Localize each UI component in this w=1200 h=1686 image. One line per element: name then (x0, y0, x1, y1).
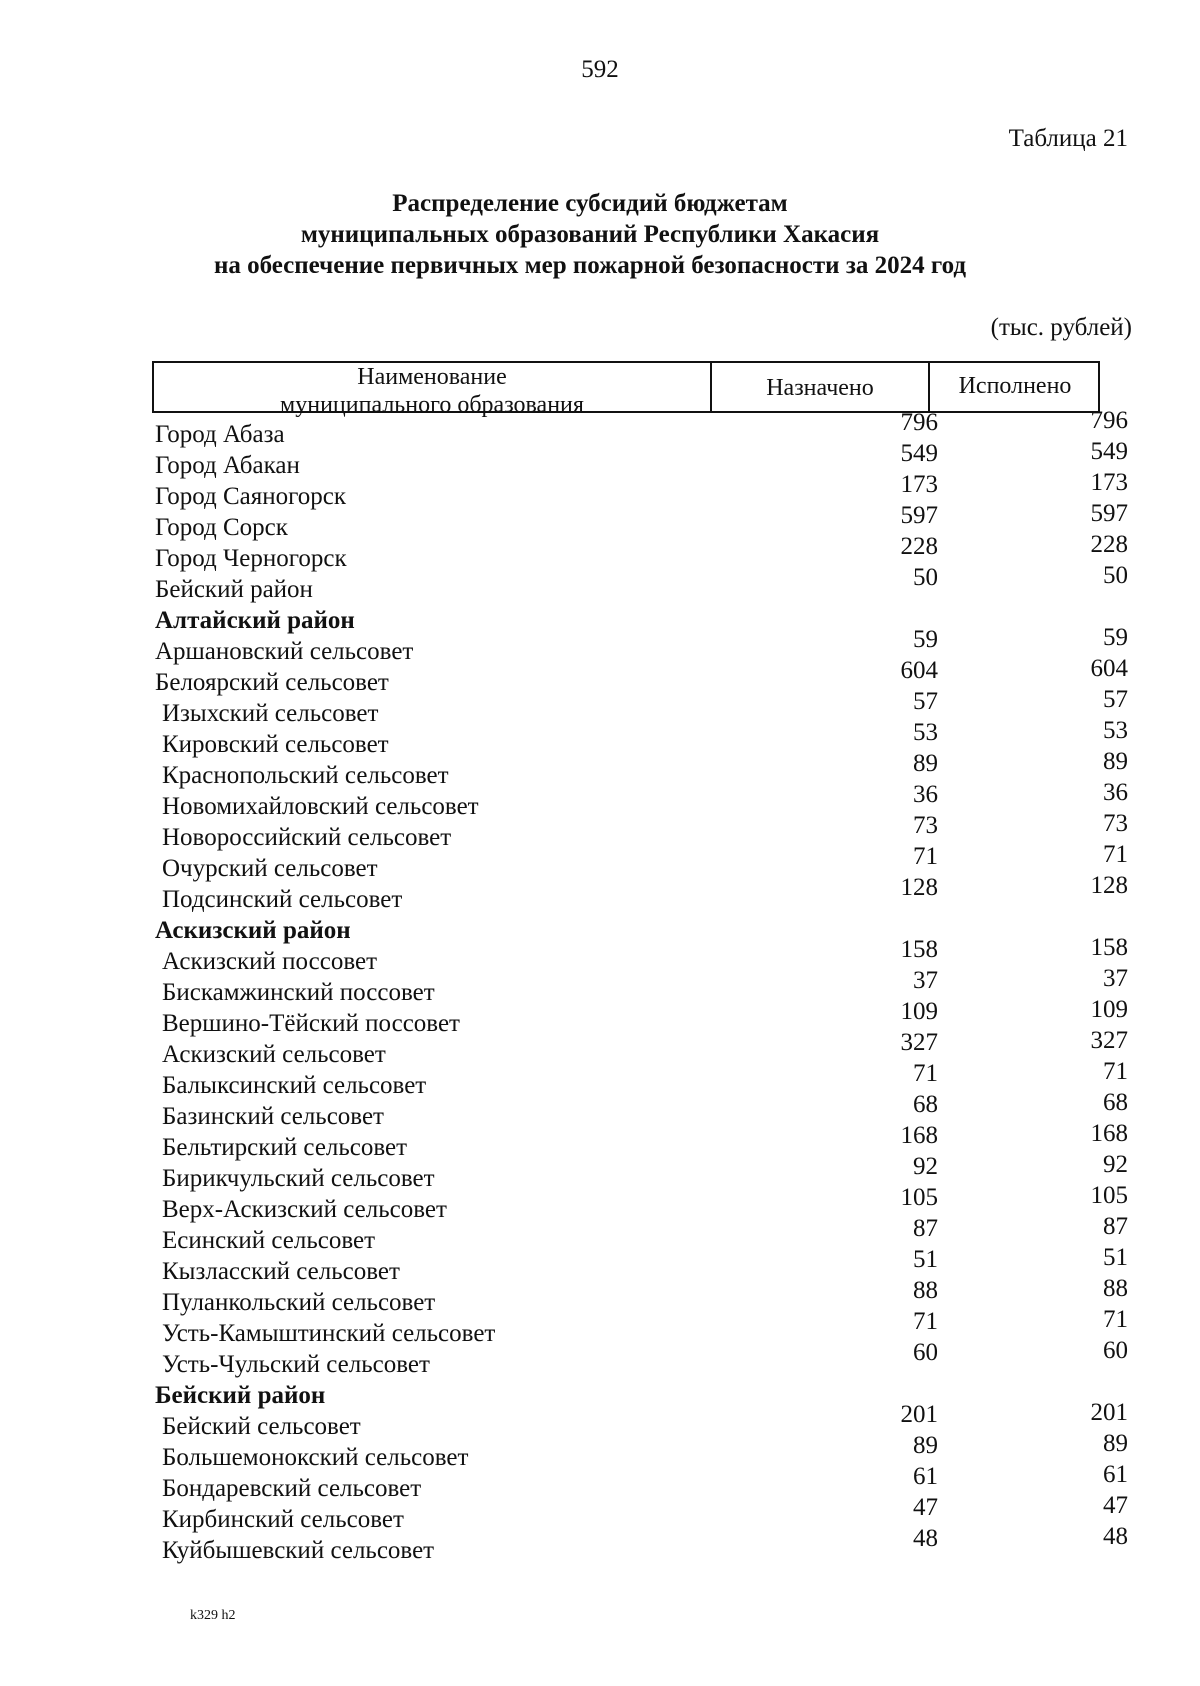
done-value: 201 (1090, 1399, 1128, 1426)
done-value: 53 (1103, 717, 1128, 744)
table-row (0, 1058, 1200, 1099)
assigned-value: 168 (900, 1122, 938, 1149)
assigned-value: 173 (900, 471, 938, 498)
assigned-value: 549 (900, 440, 938, 467)
table-row (0, 779, 1200, 820)
table-row (0, 562, 1200, 603)
district-heading-row (0, 1374, 1200, 1409)
done-value: 71 (1103, 841, 1128, 868)
assigned-value: 158 (900, 936, 938, 963)
table-row (0, 1120, 1200, 1161)
table-row (0, 531, 1200, 572)
table-row (0, 407, 1200, 448)
municipality-name: Бейский сельсовет (162, 1413, 361, 1440)
table-row (0, 841, 1200, 882)
municipality-name: Бискамжинский поссовет (162, 979, 435, 1006)
table-row (0, 965, 1200, 1006)
done-value: 597 (1090, 500, 1128, 527)
done-value: 68 (1103, 1089, 1128, 1116)
municipality-name: Верх-Аскизский сельсовет (162, 1196, 447, 1223)
assigned-value: 48 (913, 1525, 938, 1552)
title-line: Распределение субсидий бюджетам (392, 190, 788, 217)
assigned-value: 89 (913, 750, 938, 777)
table-header (152, 361, 1100, 418)
title-line: муниципальных образований Республики Хакасия (300, 221, 880, 248)
units-label: (тыс. рублей) (990, 314, 1132, 341)
done-value: 168 (1090, 1120, 1128, 1147)
assigned-value: 128 (900, 874, 938, 901)
municipality-name: Балыксинский сельсовет (162, 1072, 427, 1099)
done-value: 51 (1103, 1244, 1128, 1271)
table-row (0, 1027, 1200, 1068)
assigned-value: 53 (913, 719, 938, 746)
municipality-name: Есинский сельсовет (162, 1227, 376, 1254)
done-value: 327 (1090, 1027, 1128, 1054)
table-row (0, 1182, 1200, 1223)
done-value: 50 (1103, 562, 1128, 589)
municipality-name: Аскизский поссовет (162, 948, 378, 975)
municipality-name: Белоярский сельсовет (155, 669, 389, 696)
municipality-name: Город Саяногорск (155, 483, 347, 510)
municipality-name: Усть-Камыштинский сельсовет (162, 1320, 496, 1347)
municipality-name: Изыхский сельсовет (162, 700, 379, 727)
municipality-name: Новороссийский сельсовет (162, 824, 452, 851)
table-row (0, 1244, 1200, 1285)
assigned-value: 57 (913, 688, 938, 715)
done-value: 173 (1090, 469, 1128, 496)
done-value: 604 (1090, 655, 1128, 682)
done-value: 105 (1090, 1182, 1128, 1209)
done-value: 109 (1090, 996, 1128, 1023)
assigned-value: 796 (900, 409, 938, 436)
table-row (0, 748, 1200, 789)
done-value: 73 (1103, 810, 1128, 837)
municipality-name: Усть-Чульский сельсовет (162, 1351, 430, 1378)
assigned-value: 89 (913, 1432, 938, 1459)
table-row (0, 469, 1200, 510)
table-body (0, 407, 1200, 1564)
done-value: 796 (1090, 407, 1128, 434)
done-value: 59 (1103, 624, 1128, 651)
done-value: 37 (1103, 965, 1128, 992)
table-row (0, 934, 1200, 975)
municipality-name: Бирикчульский сельсовет (162, 1165, 435, 1192)
assigned-value: 50 (913, 564, 938, 591)
assigned-value: 68 (913, 1091, 938, 1118)
table-row (0, 1492, 1200, 1533)
municipality-name: Кирбинский сельсовет (162, 1506, 404, 1533)
municipality-name: Аршановский сельсовет (155, 638, 414, 665)
assigned-value: 201 (900, 1401, 938, 1428)
assigned-value: 228 (900, 533, 938, 560)
municipality-name: Пуланкольский сельсовет (162, 1289, 436, 1316)
district-name: Бейский район (155, 1382, 326, 1409)
column-header-assigned: Назначено (712, 363, 930, 411)
done-value: 158 (1090, 934, 1128, 961)
table-row (0, 655, 1200, 696)
assigned-value: 604 (900, 657, 938, 684)
table-row (0, 717, 1200, 758)
municipality-name: Очурский сельсовет (162, 855, 378, 882)
table-row (0, 1275, 1200, 1316)
done-value: 71 (1103, 1058, 1128, 1085)
municipality-name: Вершино-Тёйский поссовет (162, 1010, 460, 1037)
assigned-value: 92 (913, 1153, 938, 1180)
assigned-value: 51 (913, 1246, 938, 1273)
done-value: 57 (1103, 686, 1128, 713)
table-row (0, 500, 1200, 541)
done-value: 36 (1103, 779, 1128, 806)
municipality-name: Подсинский сельсовет (162, 886, 403, 913)
municipality-name: Город Абаза (155, 421, 285, 448)
table-row (0, 1399, 1200, 1440)
municipality-name: Город Сорск (155, 514, 288, 541)
done-value: 549 (1090, 438, 1128, 465)
done-value: 61 (1103, 1461, 1128, 1488)
table-label: Таблица 21 (1008, 125, 1128, 152)
municipality-name: Базинский сельсовет (162, 1103, 384, 1130)
table-row (0, 872, 1200, 913)
municipality-name: Город Черногорск (155, 545, 347, 572)
municipality-name: Бондаревский сельсовет (162, 1475, 422, 1502)
municipality-name: Город Абакан (155, 452, 300, 479)
done-value: 228 (1090, 531, 1128, 558)
done-value: 87 (1103, 1213, 1128, 1240)
done-value: 89 (1103, 748, 1128, 775)
assigned-value: 71 (913, 1060, 938, 1087)
done-value: 89 (1103, 1430, 1128, 1457)
table-row (0, 1151, 1200, 1192)
assigned-value: 71 (913, 843, 938, 870)
done-value: 92 (1103, 1151, 1128, 1178)
municipality-name: Кировский сельсовет (162, 731, 389, 758)
table-row (0, 1213, 1200, 1254)
column-header-name-line2: муниципального образования (280, 392, 584, 418)
assigned-value: 73 (913, 812, 938, 839)
column-header-done: Исполнено (958, 373, 1072, 399)
table-row (0, 1089, 1200, 1130)
assigned-value: 109 (900, 998, 938, 1025)
assigned-value: 37 (913, 967, 938, 994)
done-value: 88 (1103, 1275, 1128, 1302)
done-value: 128 (1090, 872, 1128, 899)
table-row (0, 996, 1200, 1037)
table-row (0, 1523, 1200, 1564)
column-header-name-line1: Наименование (357, 364, 507, 390)
table-row (0, 1306, 1200, 1347)
district-name: Алтайский район (155, 607, 355, 634)
assigned-value: 88 (913, 1277, 938, 1304)
done-value: 47 (1103, 1492, 1128, 1519)
municipality-name: Краснопольский сельсовет (162, 762, 449, 789)
assigned-value: 87 (913, 1215, 938, 1242)
municipality-name: Куйбышевский сельсовет (162, 1537, 435, 1564)
done-value: 48 (1103, 1523, 1128, 1550)
assigned-value: 60 (913, 1339, 938, 1366)
done-value: 71 (1103, 1306, 1128, 1333)
district-name: Аскизский район (155, 917, 351, 944)
assigned-value: 59 (913, 626, 938, 653)
municipality-name: Бейский район (155, 576, 313, 603)
document-title (140, 188, 1040, 281)
municipality-name: Большемонокский сельсовет (162, 1444, 469, 1471)
title-line: на обеспечение первичных мер пожарной безопасности за 2024 год (213, 252, 967, 279)
table-row (0, 438, 1200, 479)
footer-code: k329 h2 (190, 1608, 236, 1623)
table-row (0, 1461, 1200, 1502)
district-heading-row (0, 599, 1200, 634)
table-row (0, 1337, 1200, 1378)
table-row (0, 1430, 1200, 1471)
municipality-name: Аскизский сельсовет (162, 1041, 386, 1068)
table-row (0, 624, 1200, 665)
assigned-value: 47 (913, 1494, 938, 1521)
municipality-name: Бельтирский сельсовет (162, 1134, 408, 1161)
table-row (0, 686, 1200, 727)
page-number: 592 (581, 56, 619, 83)
municipality-name: Кызласский сельсовет (162, 1258, 400, 1285)
assigned-value: 71 (913, 1308, 938, 1335)
assigned-value: 61 (913, 1463, 938, 1490)
table-row (0, 810, 1200, 851)
column-header-name (154, 363, 712, 418)
municipality-name: Новомихайловский сельсовет (162, 793, 479, 820)
district-heading-row (0, 909, 1200, 944)
assigned-value: 105 (900, 1184, 938, 1211)
assigned-value: 597 (900, 502, 938, 529)
assigned-value: 327 (900, 1029, 938, 1056)
done-value: 60 (1103, 1337, 1128, 1364)
assigned-value: 36 (913, 781, 938, 808)
